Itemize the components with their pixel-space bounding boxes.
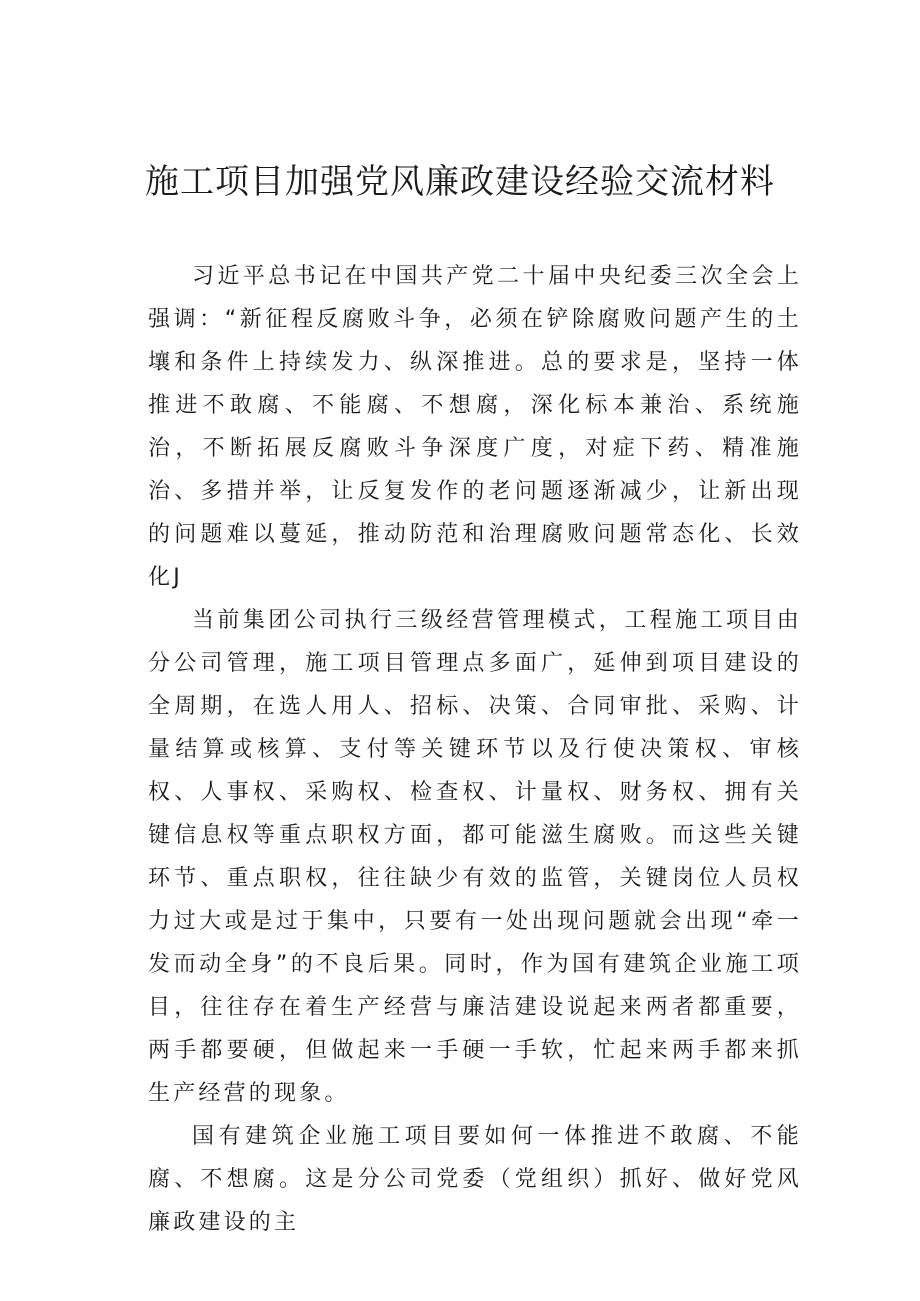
paragraph-1: 习近平总书记在中国共产党二十届中央纪委三次全会上强调：“新征程反腐败斗争，必须在铲除腐败问题产生的土壤和条件上持续发力、纵深推进。总的要求是，坚持一体推进不敢腐、不能腐、不想腐，深化标本兼治、系统施治，不断拓展反腐败斗争深度广度，对症下药、精准施治、多措并举，让反复发作的老问题逐渐减少，让新出现的问题难以蔓延，推动防范和治理腐败问题常态化、长效化J: [148, 264, 802, 590]
document-body: [148, 255, 802, 1244]
paragraph-2: 当前集团公司执行三级经营管理模式，工程施工项目由分公司管理，施工项目管理点多面广，延伸到项目建设的全周期，在选人用人、招标、决策、合同审批、采购、计量结算或核算、支付等关键环节以及行使决策权、审核权、人事权、采购权、检查权、计量权、财务权、拥有关键信息权等重点职权方面，都可能滋生腐败。而这些关键环节、重点职权，往往缺少有效的监管，关键岗位人员权力过大或是过于集中，只要有一处出现问题就会出现“牵一发而动全身”的不良后果。同时，作为国有建筑企业施工项目，往往存在着生产经营与廉洁建设说起来两者都重要，两手都要硬，但做起来一手硬一手软，忙起来两手都来抓生产经营的现象。: [148, 608, 802, 1106]
paragraph-3: 国有建筑企业施工项目要如何一体推进不敢腐、不能腐、不想腐。这是分公司党委（党组织）抓好、做好党风廉政建设的主: [148, 1124, 802, 1235]
document-title: 施工项目加强党风廉政建设经验交流材料: [145, 162, 775, 202]
